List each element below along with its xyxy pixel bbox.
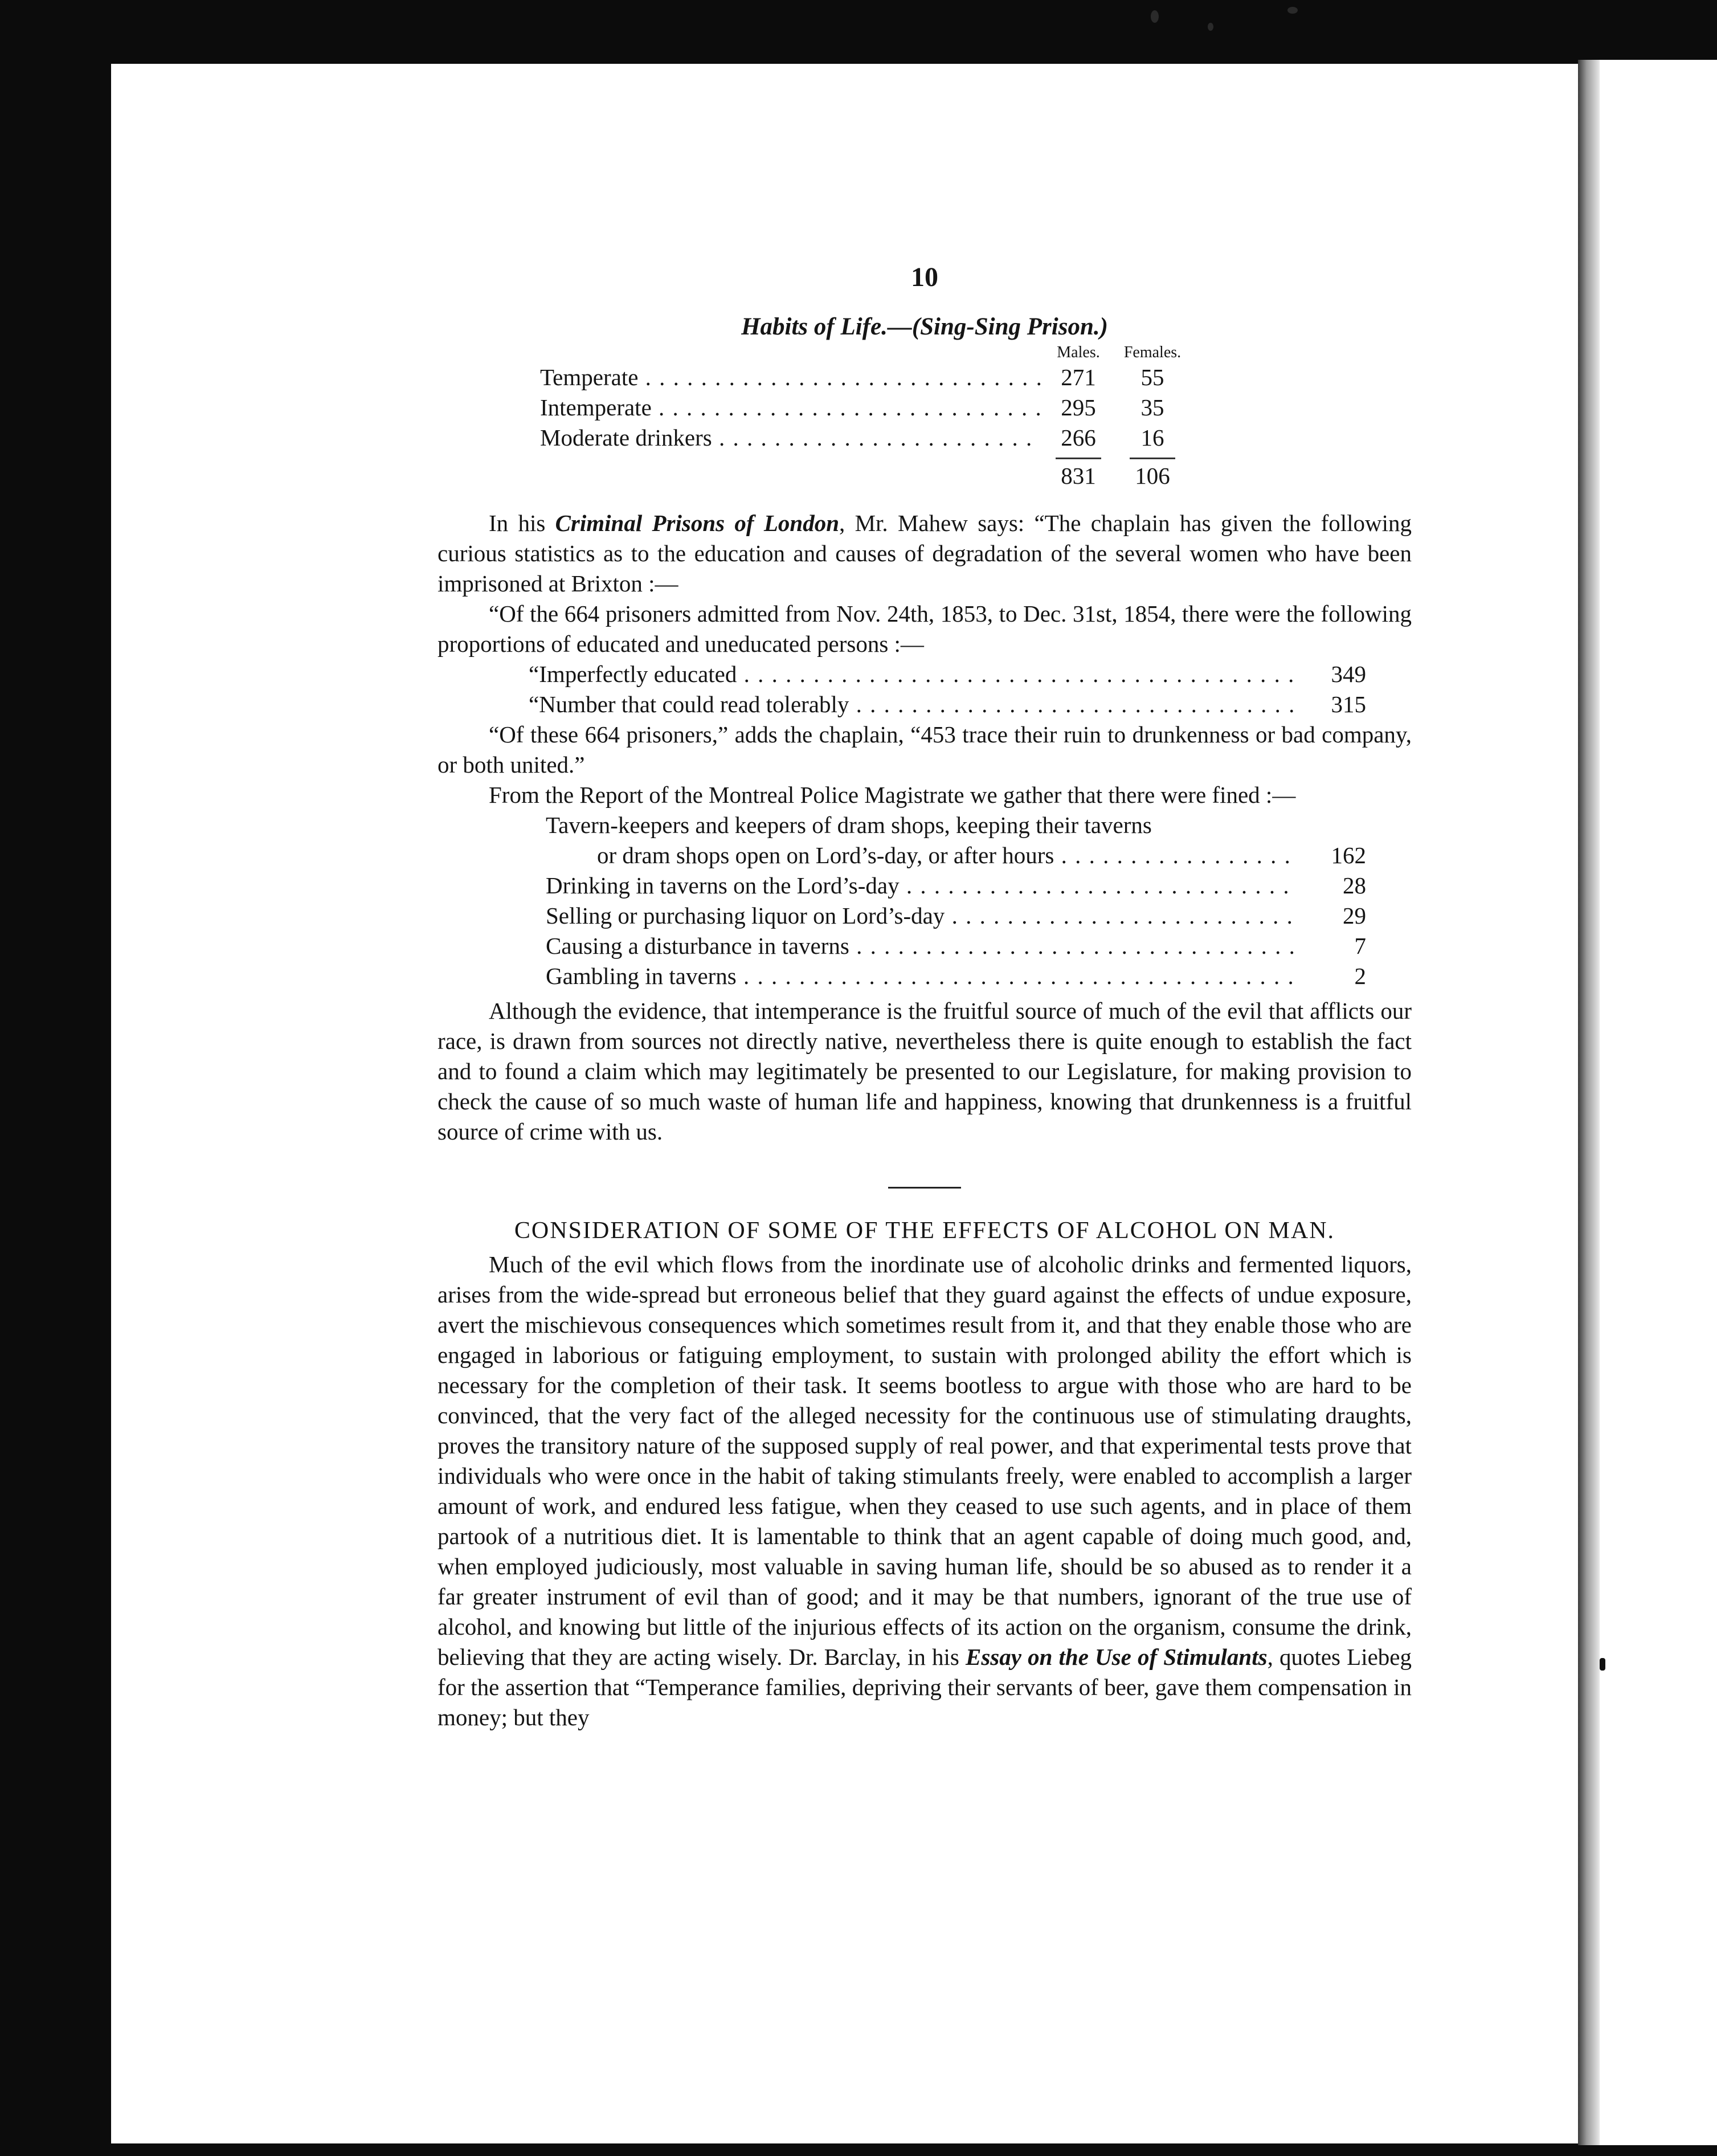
list-item (529, 689, 1366, 720)
book-title: Essay on the Use of Stimulants (965, 1644, 1268, 1670)
paragraph-alcohol (438, 1250, 1412, 1733)
education-list (529, 659, 1366, 720)
total-rule (540, 453, 1189, 461)
paragraph-evidence: Although the evidence, that intemperance is the fruitful source of much of the evil that afflicts our race, is drawn from sources not directly native, nevertheless there is quite enough to establish the fact and to found a claim which may legitimately be presented to our Legislature, for making provision to check the cause of so much waste of human life and happiness, knowing that drunkenness is a fruitful source of crime with us. (438, 998, 1412, 1145)
paragraph-prisoners: “Of the 664 prisoners admitted from Nov. 24th, 1853, to Dec. 31st, 1854, there were the following proportions of educated and uneducated persons :— (438, 601, 1412, 657)
list-item (546, 931, 1366, 961)
list-item (546, 961, 1366, 991)
males-value: 271 (1061, 364, 1096, 390)
list-value: 28 (1343, 872, 1366, 899)
males-value: 295 (1061, 394, 1096, 420)
page-number: 10 (911, 262, 938, 292)
table-header (540, 343, 1189, 362)
binding-shadow (1578, 60, 1600, 2145)
males-value: 266 (1061, 424, 1096, 451)
list-value: 162 (1331, 842, 1366, 868)
table-row (540, 393, 1189, 423)
paragraph-text: Much of the evil which flows from the inordinate use of alcoholic drinks and fermented liquors, arises from the wide-spread but erroneous belief that they guard against the effects of undue exposure, avert the mischievous consequences which sometimes result from it, and that they enable those who are engaged in laborious or fatiguing employment, to sustain with prolonged ability the effort which is necessary for the completion of their task. It seems bootless to argue with those who are hard to be convinced, that the very fact of the alleged necessity for the continuous use of stimulating draughts, proves the transitory nature of the supposed supply of real power, and that experimental tests prove that individuals who were once in the habit of taking stimulants freely, were enabled to accomplish a larger amount of work, and endured less fatigue, when they ceased to use such agents, and in place of them partook of a nutritious diet. It is lamentable to think that an agent capable of doing much good, and, when employed judiciously, most valuable in saving human life, should be so abused as to render it a far greater instrument of evil than of good; and it may be that numbers, ignorant of the true use of alcohol, and knowing but little of the injurious effects of its action on the organism, consume the drink, believing that they are acting wisely. Dr. Barclay, in his (438, 1251, 1412, 1670)
table-row (540, 362, 1189, 393)
paragraph-text: , quotes Liebeg for the assertion that “Temperance families, depriving their servants of beer, gave them compensation in money; but they (438, 1644, 1412, 1730)
list-value: 315 (1331, 691, 1366, 717)
list-value: 2 (1354, 963, 1366, 989)
row-label: Temperate . . . (540, 362, 1041, 393)
table-row (540, 423, 1189, 453)
section-heading: CONSIDERATION OF SOME OF THE EFFECTS OF ALCOHOL ON MAN. (514, 1218, 1335, 1244)
list-label: Tavern-keepers and keepers of dram shops, keeping their taverns (546, 812, 1152, 838)
males-total: 831 (1061, 463, 1096, 489)
gutter-mark (1600, 1658, 1605, 1671)
females-value: 55 (1140, 364, 1164, 390)
row-label: Moderate drinkers . . . (540, 423, 1041, 453)
list-label: Drinking in taverns on the Lord’s-day . . . (546, 871, 1298, 901)
list-value: 7 (1354, 933, 1366, 959)
page-text (438, 256, 1412, 1733)
list-label: Gambling in taverns . . . (546, 961, 1298, 991)
list-value: 29 (1343, 903, 1366, 929)
list-item (546, 840, 1366, 871)
scan-speckle (1208, 23, 1213, 31)
paragraph-montreal: From the Report of the Montreal Police Magistrate we gather that there were fined :— (489, 782, 1296, 808)
list-label: or dram shops open on Lord’s-day, or after hours . . . (597, 840, 1298, 871)
table-title: Habits of Life.—(Sing-Sing Prison.) (741, 313, 1108, 340)
females-value: 16 (1140, 424, 1164, 451)
list-label: “Number that could read tolerably . . . (529, 689, 1298, 720)
list-item (529, 659, 1366, 689)
list-label: Causing a disturbance in taverns . . . (546, 931, 1298, 961)
paragraph-text: In his (489, 510, 555, 536)
book-title: Criminal Prisons of London (555, 510, 840, 536)
females-total: 106 (1135, 463, 1170, 489)
habits-table (540, 343, 1189, 491)
paragraph-mahew (438, 508, 1412, 599)
list-label: Selling or purchasing liquor on Lord’s-day . . . (546, 901, 1298, 931)
scan-speckle (1151, 10, 1159, 23)
list-value: 349 (1331, 661, 1366, 687)
paragraph-text: , Mr. Mahew says: “The chaplain has given the following curious statistics as to the education and causes of degradation of the several women who have been imprisoned at Brixton :— (438, 510, 1412, 597)
table-total-row (540, 461, 1189, 491)
column-header-females: Females. (1123, 344, 1182, 361)
list-item (546, 871, 1366, 901)
fines-list (546, 810, 1366, 991)
scan-speckle (1287, 7, 1298, 14)
facing-page-edge (1578, 60, 1717, 2145)
list-label: “Imperfectly educated . . . (529, 659, 1298, 689)
paragraph-chaplain: “Of these 664 prisoners,” adds the chaplain, “453 trace their ruin to drunkenness or bad company, or both united.” (438, 721, 1412, 778)
row-label: Intemperate . . . (540, 393, 1041, 423)
column-header-males: Males. (1057, 344, 1100, 361)
section-divider (888, 1187, 961, 1189)
females-value: 35 (1140, 394, 1164, 420)
list-item (546, 901, 1366, 931)
